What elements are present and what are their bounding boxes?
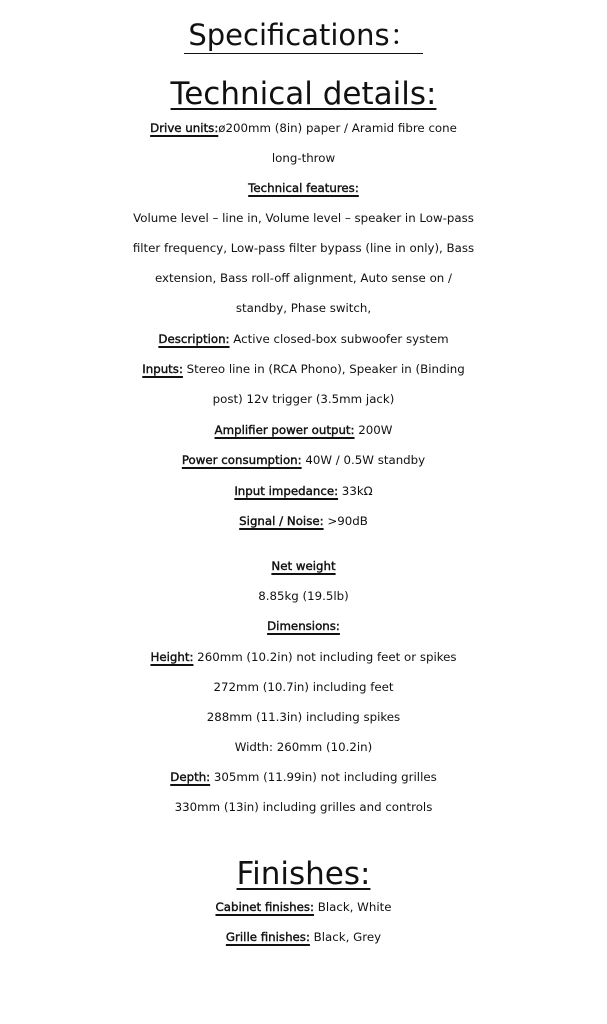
technical-features-heading [0, 173, 607, 203]
finishes-heading [0, 854, 607, 894]
description-row [0, 324, 607, 354]
features-line-1: Volume level – line in, Volume level – speaker in Low-pass [133, 211, 474, 225]
drive-units-label: Drive units: [150, 121, 219, 135]
signal-noise-row [0, 506, 607, 536]
depth-grilles-controls: 330mm (13in) including grilles and controls [174, 800, 433, 814]
drive-units-value-cont: long-throw [271, 151, 336, 165]
grille-finishes-row [0, 922, 607, 952]
cabinet-finishes-label: Cabinet finishes: [215, 900, 315, 914]
finishes-heading-text: Finishes: [236, 856, 371, 892]
signal-noise-value: >90dB [323, 514, 368, 528]
height-spikes: 288mm (11.3in) including spikes [206, 710, 401, 724]
signal-noise-label: Signal / Noise: [239, 514, 324, 528]
features-line-2: filter frequency, Low-pass filter bypass (line in only), Bass [132, 241, 475, 255]
input-impedance-row [0, 476, 607, 506]
technical-details-heading [0, 74, 607, 114]
grille-finishes-value: Black, Grey [309, 930, 382, 944]
description-label: Description: [158, 332, 230, 346]
inputs-label: Inputs: [142, 362, 183, 376]
amplifier-row [0, 415, 607, 445]
net-weight-heading-text: Net weight [271, 559, 336, 573]
technical-features-heading-text: Technical features: [248, 181, 359, 195]
input-impedance-value: 33kΩ [338, 484, 373, 498]
inputs-value-cont: post) 12v trigger (3.5mm jack) [212, 392, 395, 406]
description-value: Active closed-box subwoofer system [229, 332, 449, 346]
height-value: 260mm (10.2in) not including feet or spikes [193, 650, 457, 664]
cabinet-finishes-value: Black, White [314, 900, 392, 914]
drive-units-row [0, 113, 607, 143]
features-line-4: standby, Phase switch, [235, 301, 372, 315]
features-line-3: extension, Bass roll-off alignment, Auto sense on / [154, 271, 452, 285]
inputs-value: Stereo line in (RCA Phono), Speaker in (Binding [182, 362, 465, 376]
depth-label: Depth: [170, 770, 211, 784]
dimensions-heading-text: Dimensions: [267, 619, 340, 633]
power-consumption-label: Power consumption: [181, 453, 302, 467]
dimensions-heading [0, 611, 607, 641]
net-weight-value: 8.85kg (19.5lb) [258, 589, 349, 603]
height-feet: 272mm (10.7in) including feet [213, 680, 394, 694]
height-row [0, 642, 607, 672]
amplifier-value: 200W [354, 423, 393, 437]
inputs-row [0, 354, 607, 384]
amplifier-label: Amplifier power output: [214, 423, 355, 437]
power-consumption-value: 40W / 0.5W standby [301, 453, 426, 467]
technical-details-heading-text: Technical details: [170, 76, 437, 112]
width-row: Width: 260mm (10.2in) [234, 740, 373, 754]
page-title [0, 16, 607, 54]
height-label: Height: [150, 650, 194, 664]
input-impedance-label: Input impedance: [234, 484, 339, 498]
drive-units-value: ø200mm (8in) paper / Aramid fibre cone [218, 121, 457, 135]
cabinet-finishes-row [0, 892, 607, 922]
depth-value: 305mm (11.99in) not including grilles [210, 770, 437, 784]
net-weight-heading [0, 551, 607, 581]
depth-row [0, 762, 607, 792]
page-title-text: Specifications： [184, 18, 422, 54]
power-consumption-row [0, 445, 607, 475]
grille-finishes-label: Grille finishes: [225, 930, 310, 944]
